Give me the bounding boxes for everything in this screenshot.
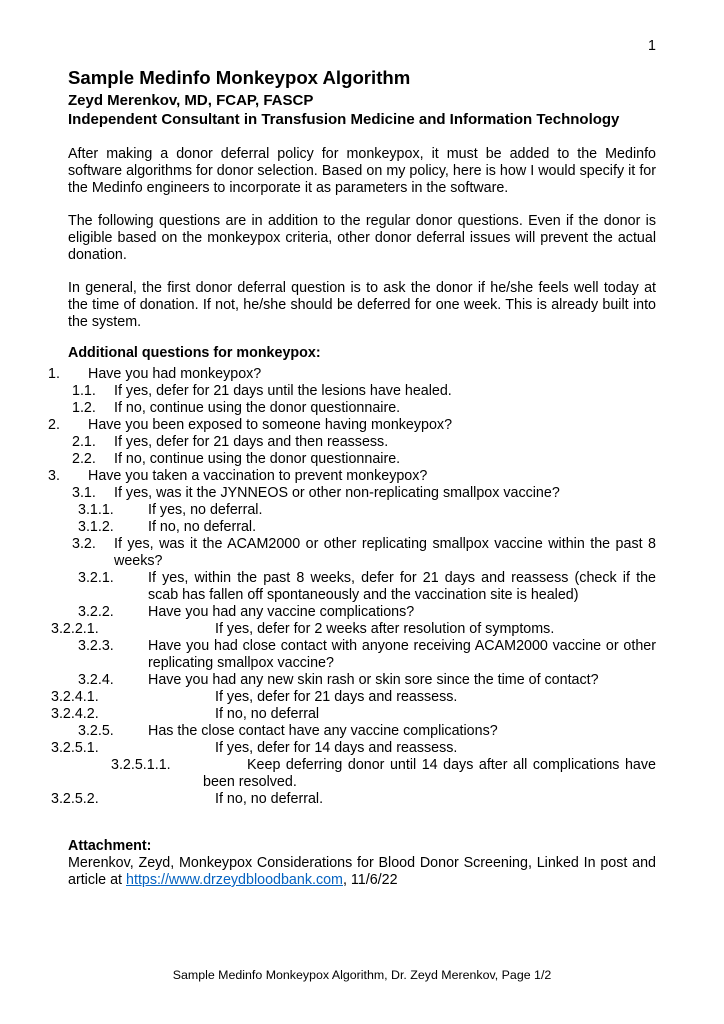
- list-item-number: 1.2.: [72, 400, 96, 416]
- list-item-text: If no, no deferral.: [215, 791, 324, 807]
- list-item-text: Have you had any new skin rash or skin sore since the time of contact?: [148, 672, 599, 688]
- list-item: [51, 689, 656, 706]
- monkeypox-question-list: [48, 366, 656, 808]
- list-item-text: Have you had close contact with anyone receiving ACAM2000 vaccine or other replicating smallpox vaccine?: [148, 638, 656, 671]
- list-item: [51, 740, 656, 757]
- list-item-text: If yes, was it the JYNNEOS or other non-replicating smallpox vaccine?: [114, 485, 560, 501]
- list-item-text: If yes, no deferral.: [148, 502, 263, 518]
- list-item-text: If yes, defer for 14 days and reassess.: [215, 740, 458, 756]
- list-item-text: If yes, defer for 2 weeks after resolution of symptoms.: [215, 621, 555, 637]
- list-item-text: Have you been exposed to someone having monkeypox?: [88, 417, 453, 433]
- list-item-number: 3.2.5.: [78, 723, 114, 739]
- list-item: [68, 570, 656, 604]
- list-item-number: 3.2.2.1.: [51, 621, 99, 637]
- attachment-citation: [68, 855, 656, 889]
- list-item: [51, 791, 656, 808]
- list-item-number: 3.2.2.: [78, 604, 114, 620]
- page-footer: Sample Medinfo Monkeypox Algorithm, Dr. Zeyd Merenkov, Page 1/2: [172, 968, 552, 982]
- list-item-number: 3.2.5.1.1.: [111, 757, 171, 773]
- list-item-text: If yes, within the past 8 weeks, defer for 21 days and reassess (check if the scab has fallen off spontaneously and the vaccination site is healed): [148, 570, 656, 603]
- list-item: [51, 621, 656, 638]
- document-title: Sample Medinfo Monkeypox Algorithm: [68, 67, 411, 88]
- list-item: [68, 485, 656, 502]
- attachment-citation-date: , 11/6/22: [342, 872, 398, 888]
- list-item: [68, 604, 656, 621]
- list-item-text: If no, no deferral.: [148, 519, 257, 535]
- list-item-text: If no, no deferral: [215, 706, 320, 722]
- list-item-number: 3.1.2.: [78, 519, 114, 535]
- list-item: [68, 400, 656, 417]
- author-role-line: Independent Consultant in Transfusion Medicine and Information Technology: [68, 111, 620, 128]
- list-item-text: If yes, defer for 21 days until the lesions have healed.: [114, 383, 452, 399]
- list-item-text: If no, continue using the donor questionnaire.: [114, 400, 401, 416]
- list-item: [68, 502, 656, 519]
- list-item-number: 1.: [48, 366, 60, 382]
- list-item-number: 2.: [48, 417, 60, 433]
- list-item-text: Have you had monkeypox?: [88, 366, 262, 382]
- list-item-number: 3.2.4.1.: [51, 689, 99, 705]
- list-item-text: If no, continue using the donor questionnaire.: [114, 451, 401, 467]
- list-item-number: 3.2.5.2.: [51, 791, 99, 807]
- attachment-citation-text: Merenkov, Zeyd, Monkeypox Considerations for Blood Donor Screening, Linked In post and article at: [68, 855, 656, 888]
- list-item: [68, 451, 656, 468]
- list-item: [68, 672, 656, 689]
- page-number: 1: [648, 38, 656, 54]
- list-item: [68, 519, 656, 536]
- list-item-text: If yes, defer for 21 days and reassess.: [215, 689, 458, 705]
- list-item-number: 3.1.: [72, 485, 96, 501]
- list-item-number: 1.1.: [72, 383, 96, 399]
- list-item-number: 3.2.3.: [78, 638, 114, 654]
- attachment-link[interactable]: https://www.drzeydbloodbank.com: [126, 872, 343, 888]
- list-item-number: 3.1.1.: [78, 502, 114, 518]
- attachment-heading: Attachment:: [68, 838, 152, 854]
- list-item-number: 3.: [48, 468, 60, 484]
- list-item: [68, 723, 656, 740]
- list-item: [48, 417, 656, 434]
- list-item: [68, 434, 656, 451]
- list-item-text: If yes, defer for 21 days and then reassess.: [114, 434, 389, 450]
- list-item-text: Have you taken a vaccination to prevent monkeypox?: [88, 468, 428, 484]
- list-item-text: If yes, was it the ACAM2000 or other replicating smallpox vaccine within the past 8 weeks?: [114, 536, 656, 569]
- list-item: [51, 706, 656, 723]
- author-line: Zeyd Merenkov, MD, FCAP, FASCP: [68, 92, 314, 109]
- list-item: [48, 366, 656, 383]
- paragraph-additional-questions: The following questions are in addition to the regular donor questions. Even if the donor is eligible based on the monkeypox criteria, other donor deferral issues will prevent the actual donation.: [68, 213, 656, 263]
- list-item-number: 3.2.1.: [78, 570, 114, 586]
- list-item: [68, 536, 656, 570]
- list-item-number: 3.2.: [72, 536, 96, 552]
- list-item-number: 2.1.: [72, 434, 96, 450]
- list-item: [68, 383, 656, 400]
- list-item-number: 3.2.4.: [78, 672, 114, 688]
- list-item-number: 2.2.: [72, 451, 96, 467]
- list-heading: Additional questions for monkeypox:: [68, 345, 321, 361]
- paragraph-feels-well: In general, the first donor deferral question is to ask the donor if he/she feels well today at the time of donation. If not, he/she should be deferred for one week. This is already built into the system.: [68, 280, 656, 330]
- list-item: [68, 638, 656, 672]
- list-item-text: Has the close contact have any vaccine complications?: [148, 723, 498, 739]
- list-item: [68, 757, 656, 791]
- paragraph-policy: After making a donor deferral policy for monkeypox, it must be added to the Medinfo software algorithms for donor selection. Based on my policy, here is how I would specify it for the Medinfo engineers to incorporate it as parameters in the software.: [68, 146, 656, 196]
- list-item-number: 3.2.4.2.: [51, 706, 99, 722]
- list-item: [48, 468, 656, 485]
- list-item-text: Keep deferring donor until 14 days after all complications have been resolved.: [203, 757, 656, 790]
- list-item-number: 3.2.5.1.: [51, 740, 99, 756]
- list-item-text: Have you had any vaccine complications?: [148, 604, 415, 620]
